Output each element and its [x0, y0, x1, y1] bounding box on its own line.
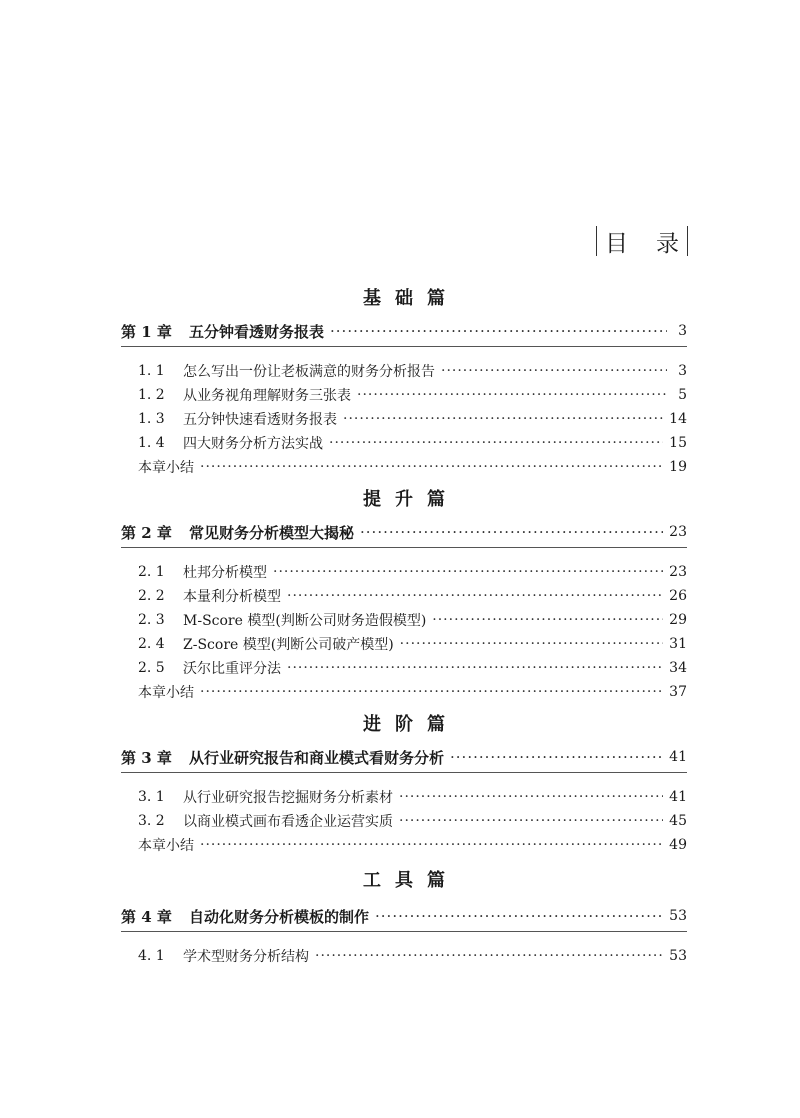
dot-leader	[200, 459, 663, 475]
dot-leader	[330, 322, 667, 340]
dot-leader	[287, 660, 663, 676]
section-number: 3. 2	[138, 813, 165, 829]
page-number: 15	[669, 435, 687, 451]
section-entry[interactable]	[121, 560, 687, 584]
part-heading: 提升篇	[363, 489, 459, 510]
chapter-number: 第 3 章	[121, 748, 172, 767]
chapter-entry[interactable]	[121, 742, 687, 772]
page-number: 45	[669, 813, 687, 829]
chapter-title: 自动化财务分析模板的制作	[189, 907, 370, 926]
page-number: 19	[669, 459, 687, 475]
section-number: 2. 2	[138, 588, 165, 604]
section-title: 怎么写出一份让老板满意的财务分析报告	[183, 364, 435, 380]
section-entry[interactable]	[121, 407, 687, 431]
chapter-rule	[121, 346, 687, 359]
section-title: 学术型财务分析结构	[183, 949, 309, 965]
section-number: 1. 4	[138, 435, 165, 451]
page-number: 41	[669, 749, 687, 765]
chapter-rule	[121, 931, 687, 944]
section-title: 四大财务分析方法实战	[183, 436, 323, 452]
chapter-rule	[121, 547, 687, 560]
chapter-entry[interactable]	[121, 901, 687, 931]
section-number: 4. 1	[138, 948, 165, 964]
chapter-rule	[121, 772, 687, 785]
summary-title: 本章小结	[138, 685, 194, 701]
section-entry[interactable]	[121, 809, 687, 833]
dot-leader	[329, 435, 663, 451]
section-entry[interactable]	[121, 584, 687, 608]
section-entry[interactable]	[121, 785, 687, 809]
part-heading: 进阶篇	[363, 714, 459, 735]
section-entry[interactable]	[121, 608, 687, 632]
page-number: 31	[669, 636, 687, 652]
page-number: 23	[669, 564, 687, 580]
page-number: 5	[678, 387, 687, 403]
chapter-number: 第 1 章	[121, 322, 172, 341]
section-title: 从行业研究报告挖掘财务分析素材	[183, 790, 393, 806]
chapter-number: 第 4 章	[121, 907, 172, 926]
section-title: 从业务视角理解财务三张表	[183, 388, 351, 404]
chapter-entry[interactable]	[121, 316, 687, 346]
section-title: 五分钟快速看透财务报表	[183, 412, 337, 428]
section-entry[interactable]	[121, 944, 687, 968]
summary-title: 本章小结	[138, 460, 194, 476]
table-of-contents	[121, 278, 687, 968]
page-number: 14	[669, 411, 687, 427]
toc-title-text: 目录	[605, 230, 707, 257]
chapter-entry[interactable]	[121, 517, 687, 547]
part-heading: 工具篇	[363, 870, 459, 891]
page-number: 23	[669, 524, 687, 540]
dot-leader	[315, 948, 663, 964]
page-number: 53	[669, 908, 687, 924]
section-number: 2. 4	[138, 636, 165, 652]
dot-leader	[273, 564, 663, 580]
section-entry[interactable]	[121, 632, 687, 656]
page-number: 49	[669, 837, 687, 853]
section-title: 本量利分析模型	[183, 589, 281, 605]
dot-leader	[400, 636, 664, 652]
chapter-title: 五分钟看透财务报表	[189, 322, 325, 341]
section-number: 2. 1	[138, 564, 165, 580]
section-title: 沃尔比重评分法	[183, 661, 281, 677]
section-number: 1. 3	[138, 411, 165, 427]
page-number: 29	[669, 612, 687, 628]
section-entry[interactable]	[121, 359, 687, 383]
summary-title: 本章小结	[138, 838, 194, 854]
page-number: 3	[678, 323, 687, 339]
section-title: 杜邦分析模型	[183, 565, 267, 581]
dot-leader	[432, 612, 663, 628]
dot-leader	[375, 907, 663, 925]
dot-leader	[441, 363, 667, 379]
dot-leader	[450, 748, 663, 766]
page-number: 53	[669, 948, 687, 964]
page-number: 3	[678, 363, 687, 379]
toc-title	[596, 226, 707, 257]
section-number: 1. 2	[138, 387, 165, 403]
dot-leader	[399, 813, 663, 829]
section-number: 2. 3	[138, 612, 165, 628]
section-title: Z-Score 模型(判断公司破产模型)	[183, 637, 394, 653]
dot-leader	[360, 523, 663, 541]
section-entry[interactable]	[121, 383, 687, 407]
section-title: M-Score 模型(判断公司财务造假模型)	[183, 613, 427, 629]
chapter-summary-entry[interactable]	[121, 680, 687, 704]
dot-leader	[357, 387, 667, 403]
page-number: 26	[669, 588, 687, 604]
section-number: 2. 5	[138, 660, 165, 676]
chapter-number: 第 2 章	[121, 523, 172, 542]
section-number: 3. 1	[138, 789, 165, 805]
page-number: 37	[669, 684, 687, 700]
section-title: 以商业模式画布看透企业运营实质	[183, 814, 393, 830]
dot-leader	[399, 789, 663, 805]
section-number: 1. 1	[138, 363, 165, 379]
chapter-title: 常见财务分析模型大揭秘	[189, 523, 355, 542]
section-entry[interactable]	[121, 431, 687, 455]
part-heading: 基础篇	[363, 288, 459, 309]
page-number: 41	[669, 789, 687, 805]
chapter-summary-entry[interactable]	[121, 455, 687, 479]
dot-leader	[343, 411, 663, 427]
page-number: 34	[669, 660, 687, 676]
chapter-title: 从行业研究报告和商业模式看财务分析	[189, 748, 445, 767]
section-entry[interactable]	[121, 656, 687, 680]
dot-leader	[200, 684, 663, 700]
dot-leader	[200, 837, 663, 853]
chapter-summary-entry[interactable]	[121, 833, 687, 857]
dot-leader	[287, 588, 663, 604]
